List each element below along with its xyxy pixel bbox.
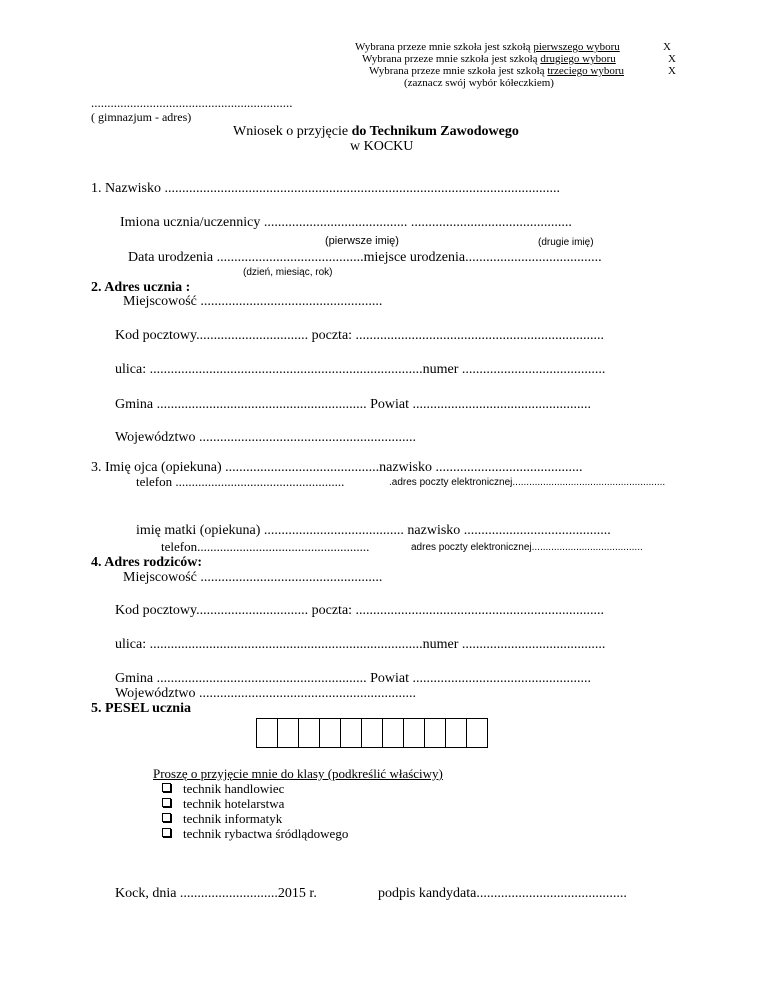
birth-field[interactable]: Data urodzenia ..........................................miejsce urodzenia....................................... bbox=[128, 250, 602, 265]
birth-label: (dzień, miesiąc, rok) bbox=[243, 267, 333, 278]
class-option[interactable] bbox=[162, 781, 284, 797]
pesel-digit-cell[interactable] bbox=[298, 718, 320, 748]
class-option-label: technik informatyk bbox=[183, 811, 283, 826]
pesel-digit-cell[interactable] bbox=[424, 718, 446, 748]
first-name-label: (pierwsze imię) bbox=[325, 235, 399, 247]
gimnazjum-label: ( gimnazjum - adres) bbox=[91, 110, 192, 124]
class-heading: Proszę o przyjęcie mnie do klasy (podkreślić właściwy) bbox=[153, 766, 443, 781]
parents-postcode-field[interactable]: Kod pocztowy................................ poczta: ....................................................................... bbox=[115, 603, 605, 618]
pesel-header: 5. PESEL ucznia bbox=[91, 701, 191, 716]
class-option-label: technik rybactwa śródlądowego bbox=[183, 826, 349, 841]
student-street-field[interactable]: ulica: ..............................................................................numer ......................................... bbox=[115, 362, 606, 377]
parents-voivodeship-field[interactable]: Województwo .............................................................. bbox=[115, 686, 417, 701]
class-option-label: technik handlowiec bbox=[183, 781, 285, 796]
title-line-2: w KOCKU bbox=[350, 139, 414, 154]
pesel-digit-cell[interactable] bbox=[403, 718, 425, 748]
checkbox-icon[interactable] bbox=[162, 783, 171, 792]
class-option[interactable] bbox=[162, 796, 284, 812]
choice-line-2 bbox=[362, 53, 616, 65]
choice-note: (zaznacz swój wybór kółeczkiem) bbox=[404, 77, 554, 89]
class-option-label: technik hotelarstwa bbox=[183, 796, 285, 811]
student-city-field[interactable]: Miejscowość .................................................... bbox=[123, 294, 383, 309]
second-name-label: (drugie imię) bbox=[538, 237, 594, 248]
checkbox-icon[interactable] bbox=[162, 813, 171, 822]
parents-address-header: 4. Adres rodziców: bbox=[91, 555, 203, 570]
father-email-field[interactable]: .adres poczty elektronicznej....................................................... bbox=[389, 477, 666, 488]
student-postcode-field[interactable]: Kod pocztowy................................ poczta: ....................................................................... bbox=[115, 328, 605, 343]
pesel-digit-cell[interactable] bbox=[319, 718, 341, 748]
choice-text: Wybrana przeze mnie szkoła jest szkołą bbox=[369, 65, 548, 77]
student-gmina-field[interactable]: Gmina ............................................................ Powiat ................................................... bbox=[115, 397, 591, 412]
mother-field[interactable]: imię matki (opiekuna) ........................................ nazwisko .......................................... bbox=[136, 523, 611, 538]
pesel-digit-cell[interactable] bbox=[445, 718, 467, 748]
signature-field[interactable]: podpis kandydata........................................... bbox=[378, 886, 627, 901]
pesel-grid[interactable] bbox=[257, 718, 488, 748]
checkbox-icon[interactable] bbox=[162, 798, 171, 807]
pesel-digit-cell[interactable] bbox=[466, 718, 488, 748]
choice-line-3 bbox=[369, 65, 624, 77]
choice-third: trzeciego wyboru bbox=[547, 65, 624, 77]
choice-mark-3[interactable]: X bbox=[668, 65, 676, 77]
choice-first: pierwszego wyboru bbox=[533, 41, 620, 53]
student-voivodeship-field[interactable]: Województwo .............................................................. bbox=[115, 430, 417, 445]
class-option[interactable] bbox=[162, 811, 282, 827]
pesel-digit-cell[interactable] bbox=[340, 718, 362, 748]
choice-text: Wybrana przeze mnie szkoła jest szkołą bbox=[362, 53, 541, 65]
title-bold: do Technikum Zawodowego bbox=[351, 124, 519, 139]
father-field[interactable]: 3. Imię ojca (opiekuna) ............................................nazwisko .......................................... bbox=[91, 460, 583, 475]
pesel-digit-cell[interactable] bbox=[256, 718, 278, 748]
parents-city-field[interactable]: Miejscowość .................................................... bbox=[123, 570, 383, 585]
title-text: Wniosek o przyjęcie bbox=[233, 124, 352, 139]
pesel-digit-cell[interactable] bbox=[361, 718, 383, 748]
pesel-digit-cell[interactable] bbox=[382, 718, 404, 748]
surname-field[interactable]: 1. Nazwisko ................................................................................................................. bbox=[91, 181, 560, 196]
mother-email-field[interactable]: adres poczty elektronicznej........................................ bbox=[411, 542, 643, 553]
class-option[interactable] bbox=[162, 826, 348, 842]
checkbox-icon[interactable] bbox=[162, 828, 171, 837]
parents-gmina-field[interactable]: Gmina ............................................................ Powiat ................................................... bbox=[115, 671, 591, 686]
choice-second: drugiego wyboru bbox=[540, 53, 616, 65]
choice-mark-2[interactable]: X bbox=[668, 53, 676, 65]
page-title bbox=[233, 124, 519, 140]
mother-phone-field[interactable]: telefon..................................................... bbox=[161, 539, 370, 554]
father-phone-field[interactable]: telefon .................................................... bbox=[136, 474, 345, 489]
date-field[interactable]: Kock, dnia ............................2015 r. bbox=[115, 886, 317, 901]
choice-text: Wybrana przeze mnie szkoła jest szkołą bbox=[355, 41, 534, 53]
choice-mark-1[interactable]: X bbox=[663, 41, 671, 53]
first-names-field[interactable]: Imiona ucznia/uczennicy ......................................... .............................................. bbox=[120, 215, 572, 230]
parents-street-field[interactable]: ulica: ..............................................................................numer ......................................... bbox=[115, 637, 606, 652]
pesel-digit-cell[interactable] bbox=[277, 718, 299, 748]
gimnazjum-dots[interactable]: .............................................................. bbox=[91, 95, 293, 110]
choice-line-1 bbox=[355, 41, 620, 53]
student-address-header: 2. Adres ucznia : bbox=[91, 280, 191, 295]
